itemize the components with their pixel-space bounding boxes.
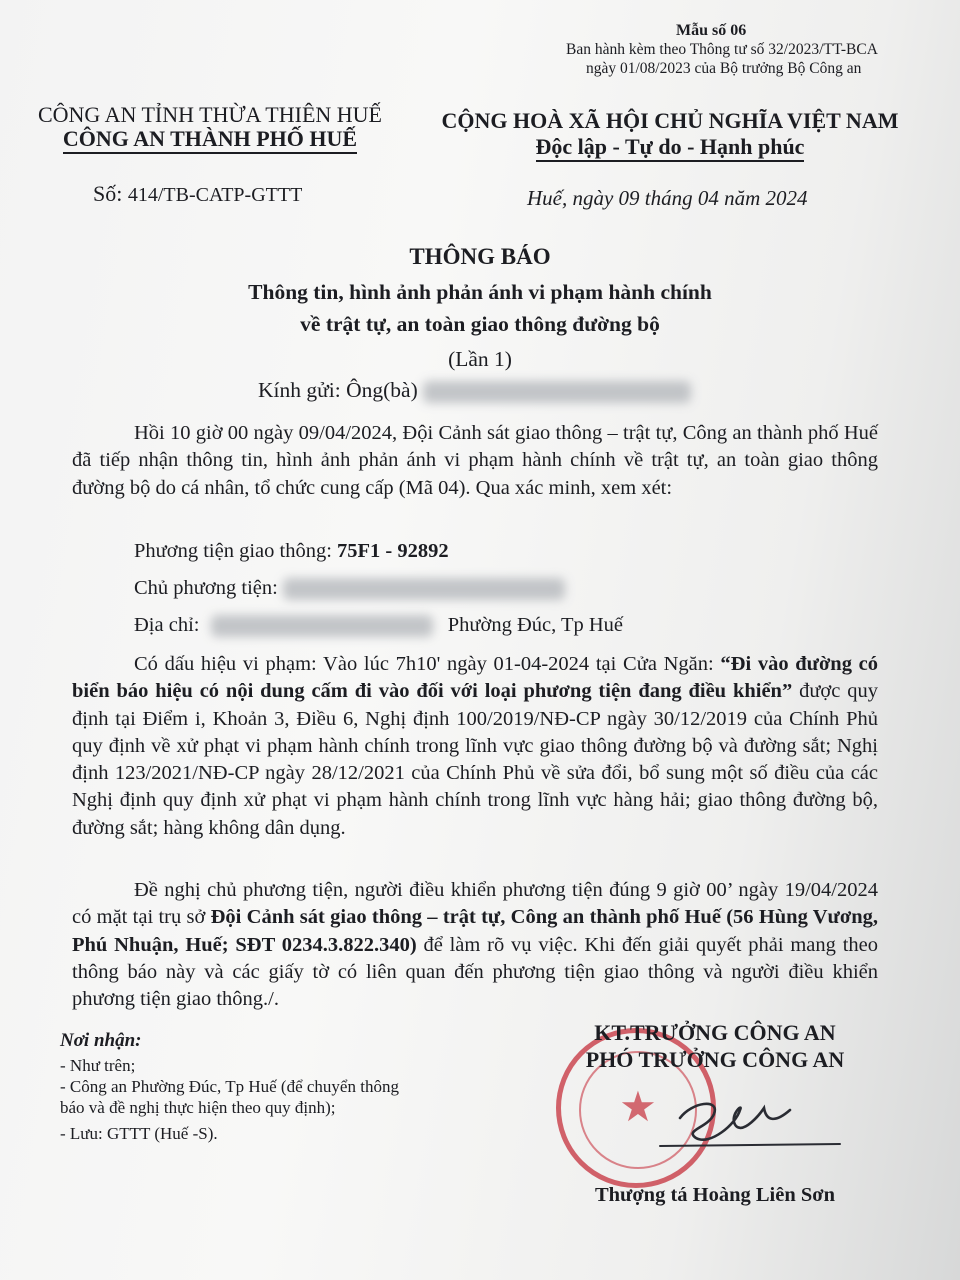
form-issued-line1: Ban hành kèm theo Thông tư số 32/2023/TT-BCA xyxy=(566,41,878,58)
doc-number-value: 414/TB-CATP-GTTT xyxy=(127,184,303,206)
place-date: Huế, ngày 09 tháng 04 năm 2024 xyxy=(527,186,808,210)
redacted-address xyxy=(211,615,433,637)
recipients-heading: Nơi nhận: xyxy=(60,1030,142,1051)
nation-motto-text: Độc lập - Tự do - Hạnh phúc xyxy=(536,134,805,162)
violation-description: “Đi vào đường có biển báo hiệu có nội dung cấm đi vào đối với loại phương tiện đang điều khiển” xyxy=(72,653,878,703)
signature-title-1: KT.TRƯỞNG CÔNG AN xyxy=(594,1020,836,1045)
request-location: Đội Cảnh sát giao thông – trật tự, Công an thành phố Huế (56 Hùng Vương, Phú Nhuận, Huế; SĐT 0234.3.822.340) xyxy=(72,906,878,956)
vehicle-row xyxy=(134,540,449,563)
owner-label: Chủ phương tiện: xyxy=(134,577,278,599)
vehicle-label: Phương tiện giao thông: xyxy=(134,540,332,562)
address-tail: Phường Đúc, Tp Huế xyxy=(447,614,624,636)
redacted-recipient-name xyxy=(423,381,691,403)
intro-paragraph xyxy=(72,420,878,502)
notice-attempt: (Lần 1) xyxy=(448,347,512,371)
recipient-item: - Lưu: GTTT (Huế -S). xyxy=(60,1124,218,1143)
notice-title: THÔNG BÁO xyxy=(409,244,551,269)
redacted-owner-name xyxy=(283,578,565,600)
agency-parent: CÔNG AN TỈNH THỪA THIÊN HUẾ xyxy=(37,102,382,127)
violation-paragraph xyxy=(72,651,878,842)
address-label: Địa chỉ: xyxy=(134,614,200,636)
handwritten-signature xyxy=(640,1080,870,1160)
form-number: Mẫu số 06 xyxy=(676,22,747,39)
recipient-item: - Như trên; xyxy=(60,1056,136,1075)
doc-number-label: Số: xyxy=(93,181,123,206)
violation-lead: Có dấu hiệu vi phạm: Vào lúc 7h10' ngày 01-04-2024 tại Cửa Ngăn: xyxy=(134,653,721,675)
request-rest: để làm rõ vụ việc. Khi đến giải quyết phải mang theo thông báo này và các giấy tờ có liên quan đến phương tiện giao thông và người điều khiển phương tiện giao thông./. xyxy=(72,933,878,1011)
vehicle-plate: 75F1 - 92892 xyxy=(337,540,449,562)
agency-name-text: CÔNG AN THÀNH PHỐ HUẾ xyxy=(63,126,357,154)
salutation-text: Kính gửi: Ông(bà) xyxy=(258,378,418,402)
signer-name: Thượng tá Hoàng Liên Sơn xyxy=(594,1184,836,1206)
doc-number xyxy=(93,181,302,207)
notice-subtitle-1: Thông tin, hình ảnh phản ánh vi phạm hành chính xyxy=(248,280,712,304)
agency-name xyxy=(20,126,400,152)
salutation xyxy=(258,378,691,403)
recipient-item: báo và đề nghị thực hiện theo quy định); xyxy=(60,1098,336,1117)
recipient-item: - Công an Phường Đúc, Tp Huế (để chuyển thông xyxy=(60,1077,399,1096)
notice-subtitle-2: về trật tự, an toàn giao thông đường bộ xyxy=(300,312,660,336)
signature-title-2: PHÓ TRƯỞNG CÔNG AN xyxy=(585,1047,845,1072)
star-icon: ★ xyxy=(619,1085,657,1131)
request-paragraph xyxy=(72,877,878,1013)
nation-motto xyxy=(420,134,920,160)
form-issued-line2: ngày 01/08/2023 của Bộ trưởng Bộ Công an xyxy=(586,60,862,77)
request-lead: Đề nghị chủ phương tiện, người điều khiển phương tiện đúng 9 giờ 00’ ngày 19/04/2024 có mặt tại trụ sở xyxy=(72,879,878,929)
nation-name: CỘNG HOÀ XÃ HỘI CHỦ NGHĨA VIỆT NAM xyxy=(441,108,899,133)
owner-row xyxy=(134,577,565,600)
intro-text: Hồi 10 giờ 00 ngày 09/04/2024, Đội Cảnh sát giao thông – trật tự, Công an thành phố Huế đã tiếp nhận thông tin, hình ảnh phản ánh vi phạm hành chính về trật tự, an toàn giao thông đường bộ do cá nhân, tổ chức cung cấp (Mã 04). Qua xác minh, xem xét: xyxy=(72,422,878,499)
violation-legal-basis: được quy định tại Điểm i, Khoản 3, Điều 6, Nghị định 100/2019/NĐ-CP ngày 30/12/2019 của Chính Phủ quy định về xử phạt vi phạm hành chính trong lĩnh vực giao thông đường bộ và đường sắt; Nghị định 123/2021/NĐ-CP ngày 28/12/2021 của Chính Phủ về sửa đổi, bổ sung một số điều của các Nghị định quy định xử phạt vi phạm hành chính trong lĩnh vực hàng hải; giao thông đường bộ, đường sắt; hàng không dân dụng. xyxy=(72,680,878,839)
address-row xyxy=(134,614,623,637)
